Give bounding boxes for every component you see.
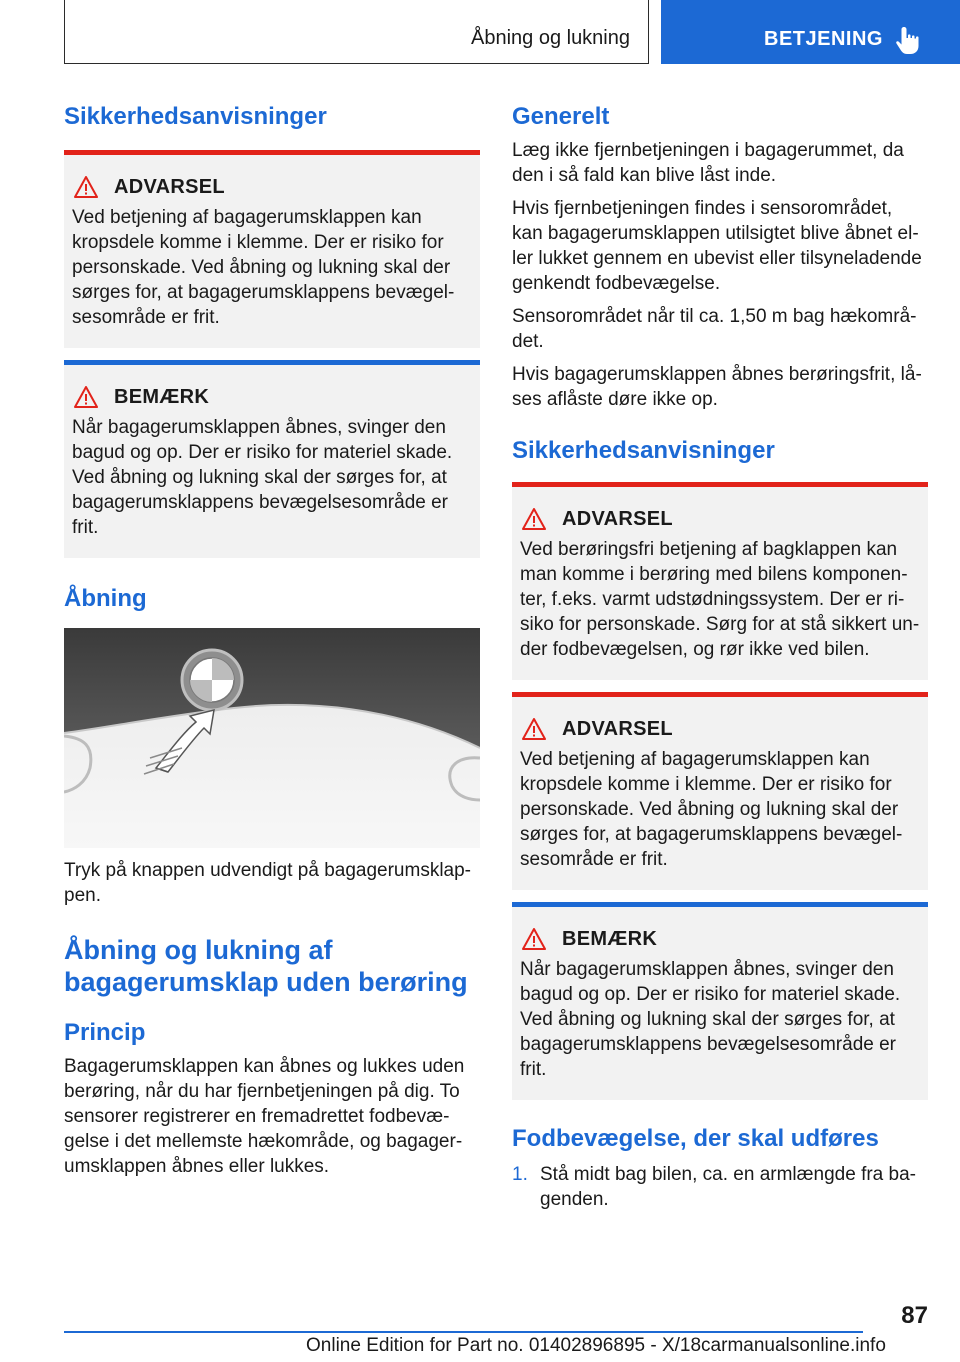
safety-heading: Sikkerhedsanvisninger [64, 103, 327, 130]
warning-title: ADVARSEL [562, 507, 673, 530]
general-paragraph-3: Sensorområdet når til ca. 1,50 m bag hækområdet. [512, 306, 917, 352]
note-title: BEMÆRK [114, 385, 210, 408]
header-chapter-box[interactable] [661, 0, 960, 64]
general-paragraph-1: Læg ikke fjernbetjeningen i bagagerummet, da den i så fald kan blive låst inde. [512, 140, 904, 186]
note-triangle-icon [522, 927, 546, 951]
warning-box [64, 150, 480, 348]
general-heading: Generelt [512, 103, 610, 130]
principle-text: Bagagerumsklappen kan åbnes og lukkes uden berøring, når du har fjernbetjeningen på dig. To sensorer registrerer en fremadrettet fodbevægelse i det mellemste hækområde, og bagagerumsklappen åbnes eller lukkes. [64, 1056, 465, 1177]
header-chapter-title: BETJENING [764, 28, 883, 50]
warning-box-2 [512, 482, 928, 680]
opening-text: Tryk på knappen udvendigt på bagagerumsklappen. [64, 860, 471, 906]
tailgate-button-illustration [64, 628, 480, 848]
steps-list [512, 1162, 928, 1212]
hand-pointer-icon [894, 25, 922, 55]
touchless-heading: Åbning og lukning af bagagerumsklap uden berøring [64, 935, 468, 997]
general-paragraph-4: Hvis bagagerumsklappen åbnes berøringsfrit, låses aflåste døre ikke op. [512, 364, 922, 410]
page-number: 87 [901, 1302, 928, 1329]
foot-movement-heading: Fodbevægelse, der skal udføres [512, 1125, 879, 1152]
warning-text: Ved betjening af bagagerumsklappen kan kropsdele komme i klemme. Der er risiko for personskade. Ved åbning og lukning skal der sørges for, at bagagerumsklappens bevægelsesområde er frit. [520, 749, 903, 870]
principle-heading: Princip [64, 1019, 146, 1046]
note-text: Når bagagerumsklappen åbnes, svinger den bagud og op. Der er risiko for materiel skade. Ved åbning og lukning skal der sørges for, at bagagerumsklappens bevægelsesområde er frit. [520, 959, 901, 1080]
note-text: Når bagagerumsklappen åbnes, svinger den bagud og op. Der er risiko for materiel skade. Ved åbning og lukning skal der sørges for, at bagagerumsklappens bevægelsesområde er frit. [72, 417, 453, 538]
note-box-2 [512, 902, 928, 1100]
note-triangle-icon [74, 385, 98, 409]
warning-text: Ved berøringsfri betjening af bagklappen kan man komme i berøring med bilens komponenter, f.eks. varmt udstødningssystem. Der er risiko for personskade. Sørg for at stå sikkert under fodbevægelsen, og rør ikke ved bilen. [520, 539, 920, 660]
warning-title: ADVARSEL [562, 717, 673, 740]
footer-edition [306, 1335, 886, 1357]
warning-triangle-icon [522, 507, 546, 531]
left-column [64, 96, 480, 1179]
note-title: BEMÆRK [562, 927, 658, 950]
header-section-title: Åbning og lukning [470, 27, 630, 49]
general-paragraph-2: Hvis fjernbetjeningen findes i sensorområdet, kan bagagerumsklappen utilsigtet blive åbnet eller lukket gennem en ubevist eller tilsyneladende genkendt fodbevægelse. [512, 198, 922, 294]
opening-heading: Åbning [64, 585, 147, 612]
footer-rule [64, 1331, 863, 1333]
footer-watermark: Online Edition for Part no. 01402896895 - X/18carmanualsonline.info [306, 1335, 886, 1356]
safety-heading-2: Sikkerhedsanvisninger [512, 437, 775, 464]
warning-triangle-icon [522, 717, 546, 741]
warning-title: ADVARSEL [114, 175, 225, 198]
step-text: Stå midt bag bilen, ca. en armlængde fra bagenden. [540, 1164, 916, 1210]
warning-box-3 [512, 692, 928, 890]
warning-triangle-icon [74, 175, 98, 199]
warning-text: Ved betjening af bagagerumsklappen kan kropsdele komme i klemme. Der er risiko for personskade. Ved åbning og lukning skal der sørges for, at bagagerumsklappens bevægelsesområde er frit. [72, 207, 455, 328]
header-section-box [64, 0, 649, 64]
list-item [512, 1162, 928, 1212]
note-box [64, 360, 480, 558]
right-column [512, 96, 928, 1212]
step-number: 1. [512, 1164, 528, 1185]
